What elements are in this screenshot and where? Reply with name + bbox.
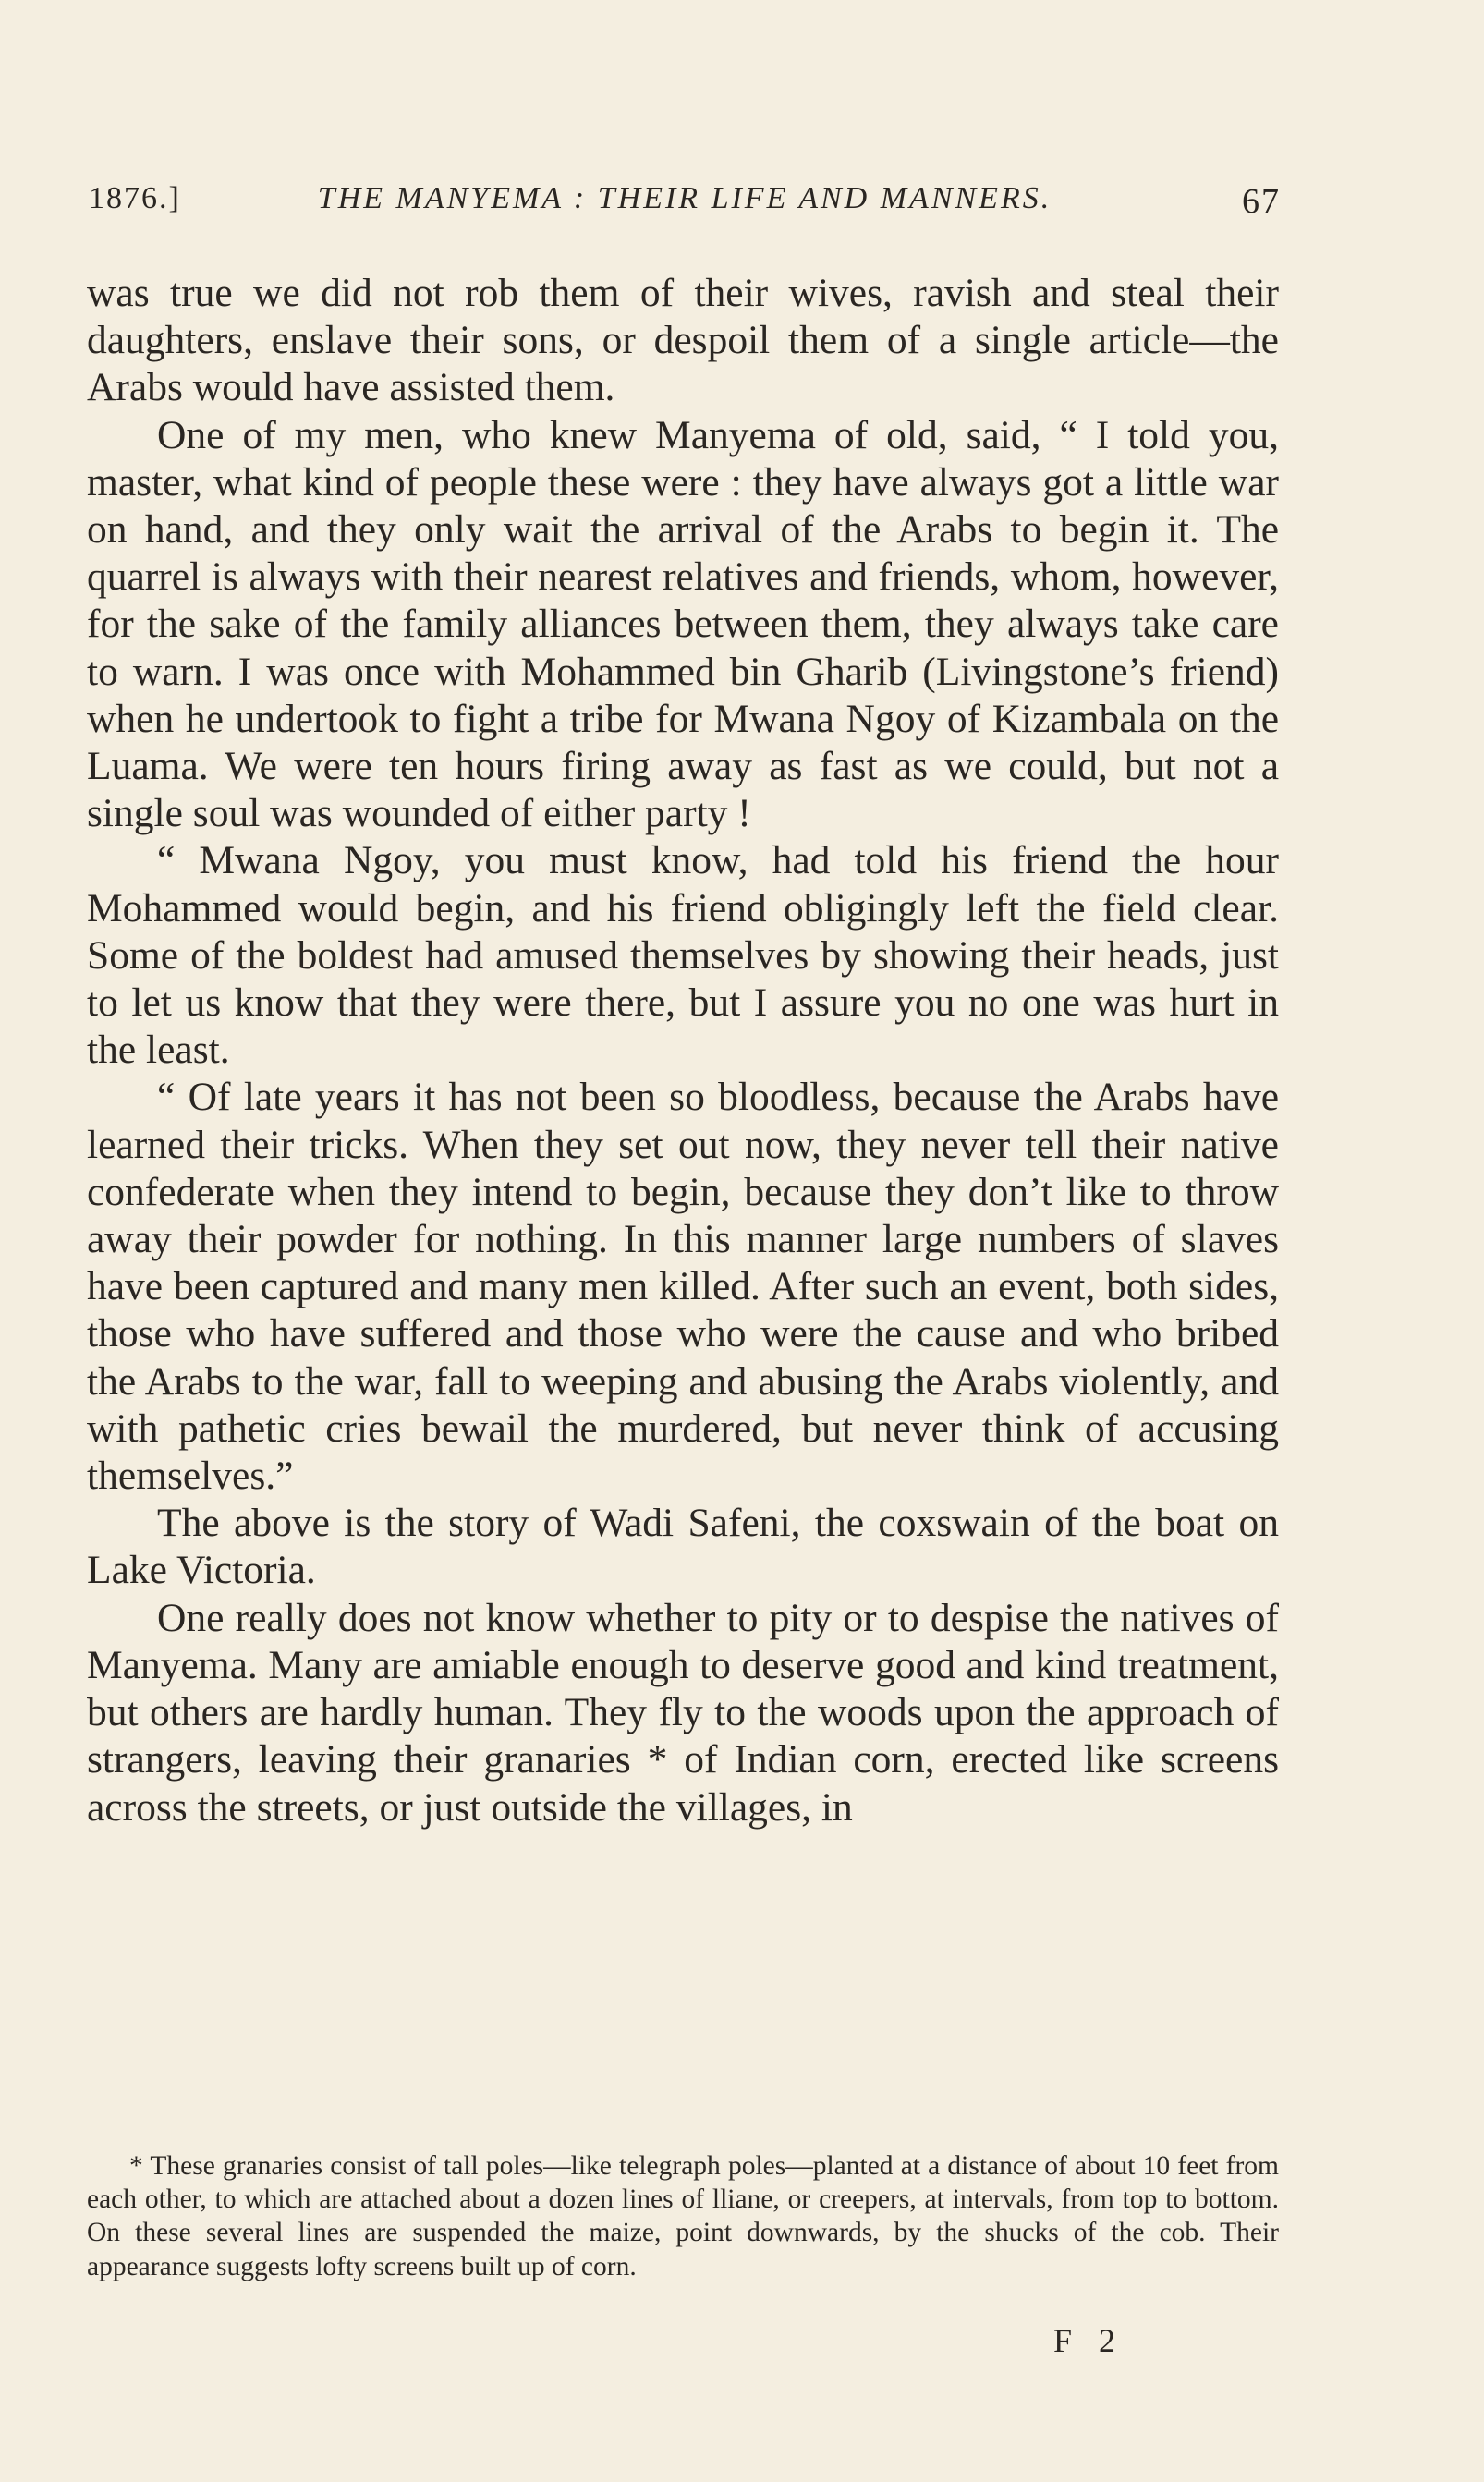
paragraph: “ Of late years it has not been so bloodless, because the Arabs have learned their tricks. When they set out now, they never tell their native confederate when they intend to begin, because they don’t like to throw away their powder for nothing. In this manner large numbers of slaves have been captured and many men killed. After such an event, both sides, those who have suffered and those who were the cause and who bribed the Arabs to the war, fall to weeping and abusing the Arabs violently, and with pathetic cries bewail the murdered, but never think of accusing themselves.” — [87, 1075, 1279, 1499]
footnote — [87, 2149, 1279, 2283]
paragraph: “ Mwana Ngoy, you must know, had told his friend the hour Mohammed would begin, and his friend obligingly left the field clear. Some of the boldest had amused themselves by showing their heads, just to let us know that they were there, but I assure you no one was hurt in the least. — [87, 838, 1279, 1073]
body-text — [87, 270, 1279, 1831]
running-title: THE MANYEMA : THEIR LIFE AND MANNERS. — [317, 181, 1052, 215]
running-header — [89, 181, 1281, 227]
footnote-text: * These granaries consist of tall poles—like telegraph poles—planted at a distance of about 10 feet from each other, to which are attached about a dozen lines of lliane, or creepers, at intervals, from top to bottom. On these several lines are suspended the maize, point downwards, by the shucks of the cob. Their appearance suggests lofty screens built up of corn. — [87, 2151, 1279, 2281]
header-year: 1876.] — [89, 181, 181, 215]
page-number: 67 — [1242, 182, 1281, 221]
paragraph-continued: was true we did not rob them of their wives, ravish and steal their daughters, enslave their sons, or despoil them of a single article—the Arabs would have assisted them. — [87, 271, 1279, 410]
paragraph: One really does not know whether to pity or to despise the natives of Manyema. Many are amiable enough to deserve good and kind treatment, but others are hardly human. They fly to the woods upon the approach of strangers, leaving their granaries * of Indian corn, erected like screens across the streets, or just outside the villages, in — [87, 1595, 1279, 1830]
paragraph: One of my men, who knew Manyema of old, said, “ I told you, master, what kind of people these were : they have always got a little war on hand, and they only wait the arrival of the Arabs to begin it. The quarrel is always with their nearest relatives and friends, whom, however, for the sake of the family alliances between them, they always take care to warn. I was once with Mohammed bin Gharib (Livingstone’s friend) when he undertook to fight a tribe for Mwana Ngoy of Kizambala on the Luama. We were ten hours firing away as fast as we could, but not a single soul was wounded of either party ! — [87, 412, 1279, 836]
paragraph: The above is the story of Wadi Safeni, the coxswain of the boat on Lake Victoria. — [87, 1501, 1279, 1593]
signature-mark: F 2 — [1053, 2322, 1125, 2359]
